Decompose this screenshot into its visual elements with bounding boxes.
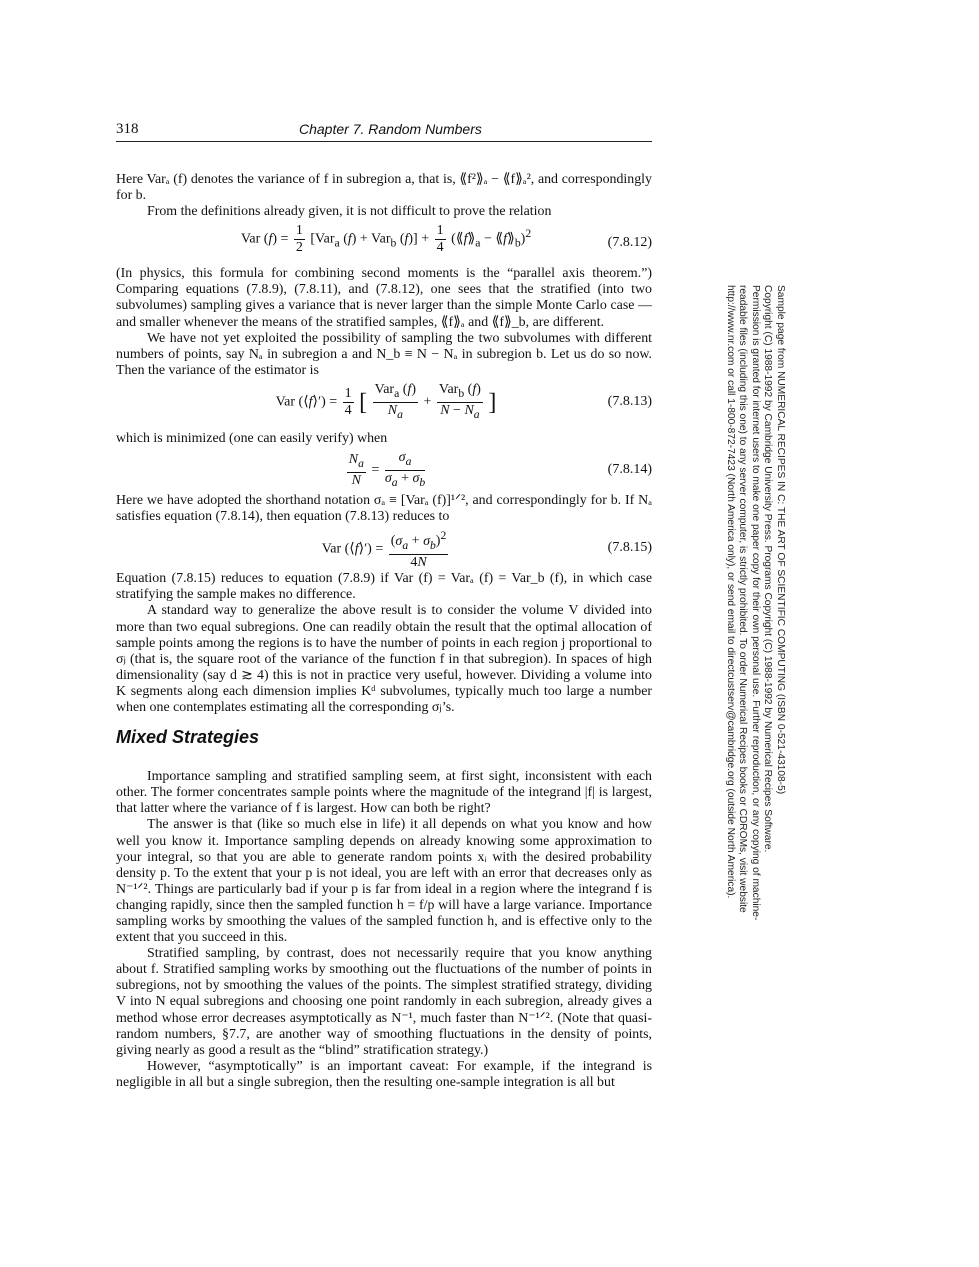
paragraph: which is minimized (one can easily verify) when [116, 430, 388, 446]
body-text [116, 172, 652, 1091]
paragraph: Here Varₐ (f) denotes the variance of f in subregion a, that is, ⟪f²⟫ₐ − ⟪f⟫ₐ², and correspondingly for b. [116, 172, 652, 204]
equation-7-8-15 [116, 528, 652, 568]
paragraph: Stratified sampling, by contrast, does not necessarily require that you know anything about f. Stratified sampling works by smoothing out the fluctuations of the number of points in subregions, not by smoothing the values of the points. The simplest stratified strategy, dividing V into N equal subregions and choosing one point randomly in each subregion, already gives a method whose error decreases asymptotically as N⁻¹, much faster than N⁻¹ᐟ². (Note that quasi-random numbers, §7.7, are another way of smoothing fluctuations in the density of points, giving nearly as good a result as the “blind” stratification strategy.) [116, 946, 652, 1058]
section-heading: Mixed Strategies [116, 727, 260, 748]
paragraph: However, “asymptotically” is an important caveat: For example, if the integrand is negligible in all but a single subregion, then the resulting one-sample integration is all but [116, 1058, 652, 1090]
equation-number: (7.8.13) [607, 393, 652, 409]
sidebar-line: http://www.nr.com or call 1-800-872-7423 (North America only), or send email to directcustserv@cambridge.org (outside North America). [724, 285, 736, 899]
equation-number: (7.8.15) [607, 540, 652, 556]
paragraph: Equation (7.8.15) reduces to equation (7.8.9) if Var (f) = Varₐ (f) = Var_b (f), in which case stratifying the sample makes no difference. [116, 571, 652, 603]
equation-number: (7.8.12) [607, 235, 652, 251]
running-header [116, 121, 652, 142]
equation-7-8-13 [116, 382, 652, 428]
copyright-sidebar [706, 285, 786, 925]
sidebar-line: readable files (including this one) to any server computer, is strictly prohibited. To order Numerical Recipes books or CDROMs, visit website [737, 285, 749, 913]
equation-7-8-12 [116, 223, 652, 263]
paragraph: A standard way to generalize the above result is to consider the volume V divided into more than two equal subregions. One can readily obtain the result that the optimal allocation of sample points among the regions is to have the number of points in each region j proportional to σⱼ (that is, the square root of the variance of the function f in that subregion). In spaces of high dimensionality (say d ≳ 4) this is not in practice very useful, however. Dividing a volume into K segments along each dimension implies Kᵈ subvolumes, typically much too large a number when one contemplates estimating all the corresponding σⱼ’s. [116, 603, 652, 715]
equation-body: $\frac{N_a}{N}$ = $\frac{\sigma_a}{\sigma_a + \sigma_b}$ [348, 450, 426, 489]
sidebar-line: Sample page from NUMERICAL RECIPES IN C: THE ART OF SCIENTIFIC COMPUTING (ISBN 0-521-43108-5) [775, 285, 786, 795]
equation-number: (7.8.14) [607, 462, 652, 478]
paragraph: Here we have adopted the shorthand notation σₐ ≡ [Varₐ (f)]¹ᐟ², and correspondingly for b. If Nₐ satisfies equation (7.8.14), then equation (7.8.13) reduces to [116, 493, 652, 525]
sidebar-line: Copyright (C) 1988-1992 by Cambridge University Press. Programs Copyright (C) 1988-1992 by Numerical Recipes Software. [762, 285, 774, 853]
page-number: 318 [116, 121, 139, 137]
chapter-title: Chapter 7. Random Numbers [299, 121, 482, 137]
paragraph: From the definitions already given, it is not difficult to prove the relation [147, 204, 552, 220]
paragraph: Importance sampling and stratified sampling seem, at first sight, inconsistent with each other. The former concentrates sample points where the magnitude of the integrand |f| is largest, that latter where the variance of f is largest. How can both be right? [116, 769, 652, 817]
paragraph: (In physics, this formula for combining second moments is the “parallel axis theorem.”) Comparing equations (7.8.9), (7.8.11), and (7.8.12), one sees that the stratified (into two subvolumes) sampling gives a variance that is never larger than the simple Monte Carlo case — and smaller whenever the means of the stratified samples, ⟪f⟫ₐ and ⟪f⟫_b, are different. [116, 266, 652, 330]
equation-body: Var (⟨f⟩′) = $\frac{(\sigma_a + \sigma_b)^2}{4N}$ [321, 529, 447, 570]
equation-body: Var (⟨f⟩′) = $\frac{1}{4}$ [ $\frac{Var_a (f)}{N_a}$ + $\frac{Var_b (f)}{N - N_a}$ ] [275, 381, 497, 421]
paragraph: We have not yet exploited the possibility of sampling the two subvolumes with different numbers of points, say Nₐ in subregion a and N_b ≡ N − Nₐ in subregion b. Let us do so now. Then the variance of the estimator is [116, 330, 652, 378]
sidebar-line: Permission is granted for internet users to make one paper copy for their own personal use. Further reproduction, or any copying of machine- [749, 285, 761, 921]
equation-body: Var (f) = $\frac{1}{2}$ [Var$_a$ (f) + Var$_b$ (f)] + $\frac{1}{4}$ ($⟪f⟫_a$ − $⟪f⟫_b)^2$ [240, 223, 532, 256]
paragraph: The answer is that (like so much else in life) it all depends on what you know and how well you know it. Importance sampling depends on already knowing some approximation to your integral, so that you are able to generate random points xᵢ with the desired probability density p. To the extent that your p is not ideal, you are left with an error that decreases only as N⁻¹ᐟ². Things are particularly bad if your p is far from ideal in a region where the integrand f is changing rapidly, since then the sampled function h = f/p will have a large variance. Importance sampling works by smoothing the values of the sampled function h, and is effective only to the extent that you succeed in this. [116, 817, 652, 946]
equation-7-8-14 [116, 450, 652, 490]
